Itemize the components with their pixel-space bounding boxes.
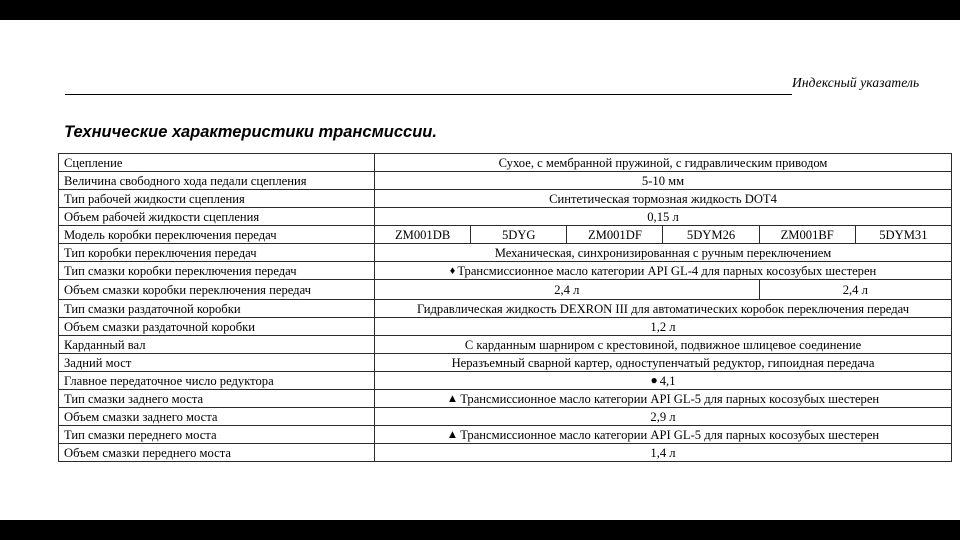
- table-row: [59, 390, 952, 408]
- table-row: [59, 190, 952, 208]
- table-row: [59, 244, 952, 262]
- gearbox-model-cell: ZM001DF: [567, 226, 663, 244]
- gearbox-model-cell: 5DYG: [471, 226, 567, 244]
- row-value: [375, 372, 952, 390]
- table-row: [59, 426, 952, 444]
- row-value: Неразъемный сварной картер, одноступенчатый редуктор, гипоидная передача: [375, 354, 952, 372]
- row-label: Тип смазки раздаточной коробки: [59, 300, 375, 318]
- row-value: 1,2 л: [375, 318, 952, 336]
- table-row: [59, 444, 952, 462]
- row-value: С карданным шарниром с крестовиной, подвижное шлицевое соединение: [375, 336, 952, 354]
- table-row: [59, 172, 952, 190]
- transmission-spec-table: [58, 153, 952, 462]
- row-value: 1,4 л: [375, 444, 952, 462]
- row-value: Синтетическая тормозная жидкость DOT4: [375, 190, 952, 208]
- table-row: [59, 372, 952, 390]
- table-row: [59, 354, 952, 372]
- row-label: Объем смазки заднего моста: [59, 408, 375, 426]
- row-value-text: Трансмиссионное масло категории API GL-5 для парных косозубых шестерен: [460, 427, 880, 442]
- row-label: Объем смазки коробки переключения передач: [59, 280, 375, 300]
- row-value: [375, 262, 952, 280]
- row-label: Объем смазки раздаточной коробки: [59, 318, 375, 336]
- row-label: Тип смазки заднего моста: [59, 390, 375, 408]
- row-value: 0,15 л: [375, 208, 952, 226]
- row-value: 2,9 л: [375, 408, 952, 426]
- row-value-text: Трансмиссионное масло категории API GL-5 для парных косозубых шестерен: [460, 391, 880, 406]
- diamond-marker-icon: ♦: [449, 264, 456, 277]
- header-rule: [65, 94, 792, 95]
- triangle-marker-icon: ▲: [446, 428, 459, 441]
- header-index-label: Индексный указатель: [792, 75, 920, 90]
- page-title: Технические характеристики трансмиссии.: [64, 123, 437, 141]
- circle-marker-icon: ●: [650, 372, 658, 387]
- table-row: [59, 262, 952, 280]
- row-value-right: 2,4 л: [759, 280, 951, 300]
- gearbox-model-cell: ZM001BF: [759, 226, 855, 244]
- table-row: [59, 300, 952, 318]
- row-label: Главное передаточное число редуктора: [59, 372, 375, 390]
- gearbox-model-cell: 5DYM31: [855, 226, 951, 244]
- row-value: 5-10 мм: [375, 172, 952, 190]
- row-value: Гидравлическая жидкость DEXRON III для автоматических коробок переключения передач: [375, 300, 952, 318]
- row-value-text: Трансмиссионное масло категории API GL-4 для парных косозубых шестерен: [457, 263, 877, 278]
- row-label: Тип рабочей жидкости сцепления: [59, 190, 375, 208]
- row-label: Тип смазки коробки переключения передач: [59, 262, 375, 280]
- row-label: Объем смазки переднего моста: [59, 444, 375, 462]
- row-label: Карданный вал: [59, 336, 375, 354]
- table-row: [59, 408, 952, 426]
- row-label: Задний мост: [59, 354, 375, 372]
- gearbox-model-cell: 5DYM26: [663, 226, 759, 244]
- row-label: Величина свободного хода педали сцепления: [59, 172, 375, 190]
- row-value: [375, 426, 952, 444]
- triangle-marker-icon: ▲: [446, 392, 459, 405]
- row-label: Тип смазки переднего моста: [59, 426, 375, 444]
- row-label: Сцепление: [59, 154, 375, 172]
- row-value: Механическая, синхронизированная с ручным переключением: [375, 244, 952, 262]
- row-value-left: 2,4 л: [375, 280, 760, 300]
- table-row: [59, 280, 952, 300]
- row-value-text: 4,1: [659, 373, 676, 388]
- table-row: [59, 336, 952, 354]
- table-row: [59, 208, 952, 226]
- row-label: Объем рабочей жидкости сцепления: [59, 208, 375, 226]
- table-row: [59, 154, 952, 172]
- row-label: Тип коробки переключения передач: [59, 244, 375, 262]
- document-page: [0, 20, 960, 520]
- table-row: [59, 318, 952, 336]
- row-label: Модель коробки переключения передач: [59, 226, 375, 244]
- running-header: [0, 68, 960, 98]
- gearbox-model-cell: ZM001DB: [375, 226, 471, 244]
- row-value: [375, 390, 952, 408]
- table-row-gearbox-models: [59, 226, 952, 244]
- row-value: Сухое, с мембранной пружиной, с гидравлическим приводом: [375, 154, 952, 172]
